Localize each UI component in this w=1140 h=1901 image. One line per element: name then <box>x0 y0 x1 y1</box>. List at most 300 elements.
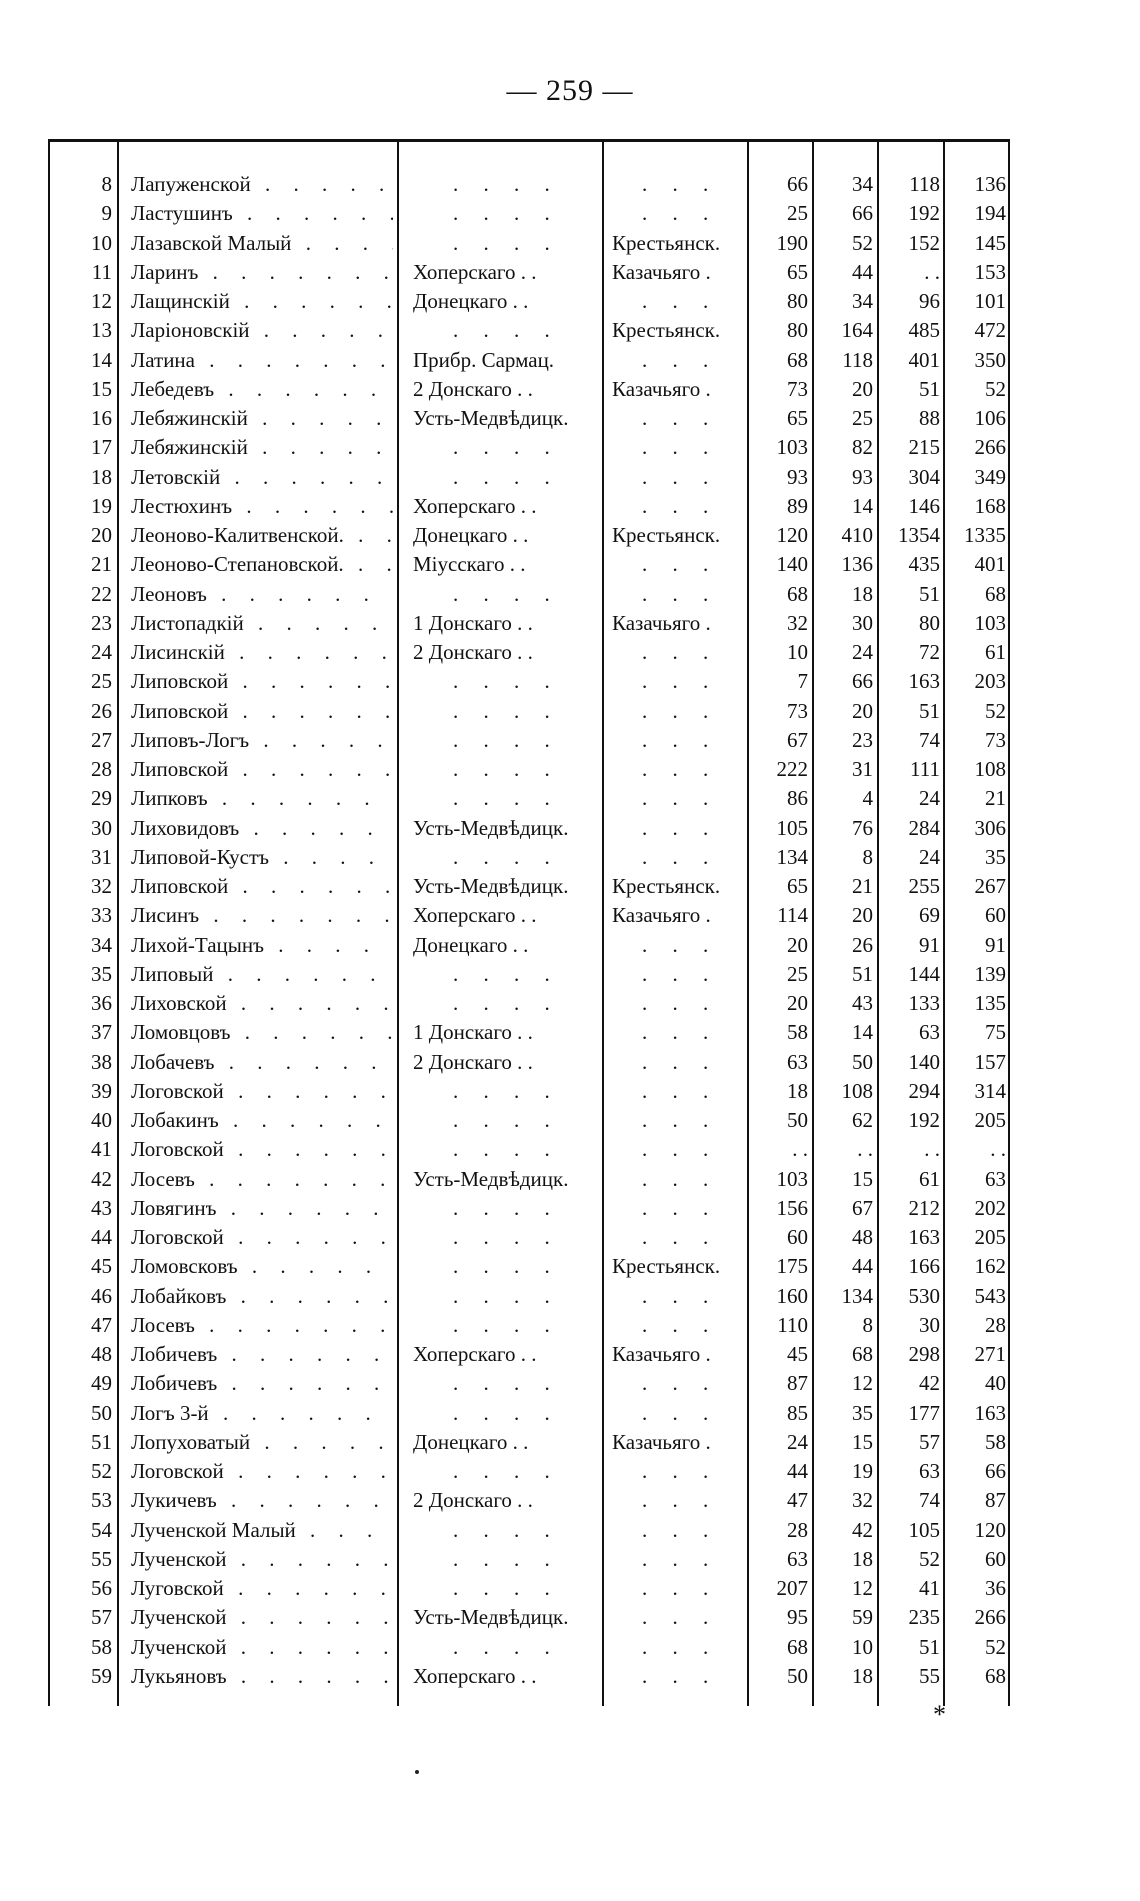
value-col-4: 61 <box>985 640 1006 664</box>
value-col-3: 74 <box>919 727 940 752</box>
table-row <box>0 1633 1140 1662</box>
value-col-2: 14 <box>852 493 873 518</box>
district: . . . . <box>453 1546 560 1571</box>
table-row <box>0 1486 1140 1515</box>
population-type: Крестьянск. <box>612 1254 721 1279</box>
population-type: Казачьяго . <box>612 1342 711 1366</box>
row-number: 43 <box>91 1195 112 1220</box>
row-number: 15 <box>91 376 112 401</box>
value-col-2: 59 <box>852 1605 873 1630</box>
value-col-3: 57 <box>919 1429 940 1454</box>
population-type: . . . <box>642 1488 719 1513</box>
table-row <box>0 404 1140 433</box>
district: Донецкаго . . <box>413 932 529 957</box>
table-row <box>0 1545 1140 1574</box>
settlement-name: Лученской . . . <box>131 1633 393 1662</box>
value-col-2: 31 <box>852 757 873 781</box>
value-col-3: 192 <box>908 201 940 226</box>
settlement-name: Лазавской Малый . . . <box>131 229 393 258</box>
row-number: 23 <box>91 610 112 635</box>
population-type: . . . <box>642 698 719 723</box>
district: . . . . <box>453 669 560 694</box>
settlement-name: Лукичевъ . . . <box>131 1486 393 1515</box>
value-col-2: 35 <box>852 1400 873 1425</box>
value-col-3: 177 <box>908 1400 940 1425</box>
value-col-4: 162 <box>974 1254 1006 1279</box>
table-row <box>0 1457 1140 1486</box>
population-type: . . . <box>642 347 719 372</box>
population-type: . . . <box>642 815 719 840</box>
settlement-name: Лестюхинъ . . . <box>131 492 393 521</box>
value-col-2: 8 <box>862 844 873 869</box>
table-row <box>0 1428 1140 1457</box>
value-col-2: 410 <box>841 523 873 547</box>
value-col-3: 401 <box>908 347 940 372</box>
table-row <box>0 609 1140 638</box>
settlement-name: Лукьяновъ . . . <box>131 1662 393 1691</box>
value-col-4: 103 <box>974 610 1006 635</box>
settlement-name: Листопадкій . . . <box>131 609 393 638</box>
value-col-3: . . <box>924 1137 940 1162</box>
district: . . . . <box>453 757 560 781</box>
value-col-2: 48 <box>852 1225 873 1249</box>
value-col-3: 304 <box>908 464 940 489</box>
value-col-3: 146 <box>908 493 940 518</box>
value-col-2: 10 <box>852 1634 873 1659</box>
table-row <box>0 580 1140 609</box>
district: Усть-Медвѣдицк. <box>413 1605 569 1630</box>
population-type: Крестьянск. <box>612 230 721 255</box>
table-row <box>0 1662 1140 1691</box>
district: 2 Донскаго . . <box>413 376 533 401</box>
table-row <box>0 960 1140 989</box>
district: Донецкаго . . <box>413 289 529 313</box>
district: . . . . <box>453 1312 560 1337</box>
population-type: . . . <box>642 727 719 752</box>
value-col-4: 68 <box>985 581 1006 606</box>
district: . . . . <box>453 1459 560 1483</box>
settlement-name: Лопуховатый . . . <box>131 1428 393 1457</box>
population-type: . . . <box>642 1166 719 1191</box>
settlement-name: Лосевъ . . . <box>131 1165 393 1194</box>
table-row <box>0 1252 1140 1281</box>
value-col-3: 51 <box>919 581 940 606</box>
value-col-1: 73 <box>787 698 808 723</box>
value-col-1: 50 <box>787 1663 808 1688</box>
table-row <box>0 1135 1140 1164</box>
table-row <box>0 726 1140 755</box>
settlement-name: Лученской . . . <box>131 1603 393 1632</box>
settlement-name: Ларіоновскій . . . <box>131 316 393 345</box>
value-col-4: 401 <box>974 552 1006 577</box>
value-col-1: 10 <box>787 640 808 664</box>
row-number: 35 <box>91 961 112 986</box>
value-col-1: 175 <box>776 1254 808 1279</box>
value-col-2: 34 <box>852 289 873 313</box>
value-col-1: 45 <box>787 1342 808 1366</box>
value-col-2: 14 <box>852 1020 873 1045</box>
value-col-4: 28 <box>985 1312 1006 1337</box>
table-row <box>0 199 1140 228</box>
district: Міусскаго . . <box>413 552 526 577</box>
district: Хоперскаго . . <box>413 259 537 284</box>
row-number: 56 <box>91 1576 112 1600</box>
value-col-1: 190 <box>776 230 808 255</box>
district: . . . . <box>453 786 560 811</box>
district: Хоперскаго . . <box>413 493 537 518</box>
value-col-3: 88 <box>919 406 940 430</box>
value-col-1: 140 <box>776 552 808 577</box>
settlement-name: Липовской . . . <box>131 667 393 696</box>
value-col-1: 20 <box>787 932 808 957</box>
value-col-4: 87 <box>985 1488 1006 1513</box>
population-type: . . . <box>642 1312 719 1337</box>
row-number: 57 <box>91 1605 112 1630</box>
table-row <box>0 784 1140 813</box>
row-number: 27 <box>91 727 112 752</box>
table-row <box>0 1165 1140 1194</box>
value-col-2: 34 <box>852 172 873 196</box>
settlement-name: Лапуженской . . . <box>131 170 393 199</box>
settlement-name: Логовской . . . <box>131 1457 393 1486</box>
district: 1 Донскаго . . <box>413 1020 533 1045</box>
settlement-name: Лисинскій . . . <box>131 638 393 667</box>
value-col-2: 43 <box>852 991 873 1015</box>
row-number: 41 <box>91 1137 112 1162</box>
row-number: 16 <box>91 406 112 430</box>
value-col-3: 41 <box>919 1576 940 1600</box>
row-number: 10 <box>91 230 112 255</box>
population-type: . . . <box>642 1225 719 1249</box>
row-number: 36 <box>91 991 112 1015</box>
table-row <box>0 638 1140 667</box>
value-col-4: 52 <box>985 376 1006 401</box>
district: Прибр. Сармац. <box>413 347 555 372</box>
value-col-1: 222 <box>776 757 808 781</box>
value-col-2: 44 <box>852 1254 873 1279</box>
settlement-name: Логъ 3-й . . . <box>131 1399 393 1428</box>
value-col-4: 139 <box>974 961 1006 986</box>
district: Донецкаго . . <box>413 523 529 547</box>
value-col-4: 349 <box>974 464 1006 489</box>
value-col-2: 20 <box>852 903 873 928</box>
row-number: 40 <box>91 1108 112 1132</box>
value-col-1: 65 <box>787 406 808 430</box>
settlement-name: Логовской . . . <box>131 1077 393 1106</box>
table-row <box>0 1282 1140 1311</box>
value-col-2: 18 <box>852 1663 873 1688</box>
table-row <box>0 375 1140 404</box>
value-col-2: 42 <box>852 1517 873 1542</box>
page-number: — 259 — <box>506 74 634 107</box>
value-col-4: 306 <box>974 815 1006 840</box>
table-row <box>0 521 1140 550</box>
value-col-4: 75 <box>985 1020 1006 1045</box>
row-number: 55 <box>91 1546 112 1571</box>
table-row <box>0 1369 1140 1398</box>
population-type: . . . <box>642 1078 719 1103</box>
value-col-4: 271 <box>974 1342 1006 1366</box>
value-col-2: 66 <box>852 201 873 226</box>
settlement-name: Лосевъ . . . <box>131 1311 393 1340</box>
population-type: Казачьяго . <box>612 376 711 401</box>
value-col-3: 51 <box>919 376 940 401</box>
table-row <box>0 1399 1140 1428</box>
district: . . . . <box>453 1400 560 1425</box>
value-col-3: 163 <box>908 669 940 694</box>
district: Усть-Медвѣдицк. <box>413 406 569 430</box>
value-col-1: 89 <box>787 493 808 518</box>
district: . . . . <box>453 1108 560 1132</box>
value-col-4: 266 <box>974 1605 1006 1630</box>
settlement-name: Леоновъ . . . <box>131 580 393 609</box>
district: 2 Донскаго . . <box>413 640 533 664</box>
value-col-3: 51 <box>919 698 940 723</box>
value-col-4: 1335 <box>964 523 1006 547</box>
row-number: 51 <box>91 1429 112 1454</box>
value-col-1: 105 <box>776 815 808 840</box>
population-type: . . . <box>642 1459 719 1483</box>
row-number: 30 <box>91 815 112 840</box>
row-number: 18 <box>91 464 112 489</box>
value-col-2: 25 <box>852 406 873 430</box>
value-col-1: 47 <box>787 1488 808 1513</box>
row-number: 8 <box>101 172 112 196</box>
value-col-3: 140 <box>908 1049 940 1074</box>
value-col-4: 108 <box>974 757 1006 781</box>
settlement-name: Лисинъ . . . <box>131 901 393 930</box>
value-col-4: 40 <box>985 1371 1006 1396</box>
footnote-mark: * <box>933 1700 946 1729</box>
value-col-2: 4 <box>862 786 873 811</box>
value-col-3: 144 <box>908 961 940 986</box>
value-col-3: 105 <box>908 1517 940 1542</box>
value-col-4: 101 <box>974 289 1006 313</box>
value-col-3: 118 <box>909 172 940 196</box>
population-type: . . . <box>642 464 719 489</box>
value-col-3: 55 <box>919 1663 940 1688</box>
row-number: 47 <box>91 1312 112 1337</box>
value-col-4: 106 <box>974 406 1006 430</box>
value-col-1: 32 <box>787 610 808 635</box>
value-col-1: 18 <box>787 1078 808 1103</box>
settlement-name: Липовской . . . <box>131 755 393 784</box>
settlement-name: Ластушинъ . . . <box>131 199 393 228</box>
value-col-2: 8 <box>862 1312 873 1337</box>
row-number: 48 <box>91 1342 112 1366</box>
district: . . . . <box>453 1576 560 1600</box>
value-col-3: 163 <box>908 1225 940 1249</box>
value-col-3: 63 <box>919 1020 940 1045</box>
table-row <box>0 989 1140 1018</box>
table-row <box>0 843 1140 872</box>
population-type: . . . <box>642 1605 719 1630</box>
row-number: 37 <box>91 1020 112 1045</box>
value-col-4: 543 <box>974 1283 1006 1308</box>
table-row <box>0 901 1140 930</box>
value-col-3: 166 <box>908 1254 940 1279</box>
population-type: . . . <box>642 932 719 957</box>
value-col-2: 32 <box>852 1488 873 1513</box>
value-col-3: 63 <box>919 1459 940 1483</box>
value-col-4: 35 <box>985 844 1006 869</box>
value-col-1: 114 <box>777 903 808 928</box>
settlement-name: Липковъ . . . <box>131 784 393 813</box>
settlement-name: Летовскій . . . <box>131 463 393 492</box>
row-number: 22 <box>91 581 112 606</box>
row-number: 34 <box>91 932 112 957</box>
population-type: . . . <box>642 1195 719 1220</box>
population-type: Казачьяго . <box>612 610 711 635</box>
settlement-name: Липовый . . . <box>131 960 393 989</box>
value-col-1: 44 <box>787 1459 808 1483</box>
district: Усть-Медвѣдицк. <box>413 874 569 898</box>
settlement-name: Липовской . . . <box>131 872 393 901</box>
district: 2 Донскаго . . <box>413 1488 533 1513</box>
row-number: 44 <box>91 1225 112 1249</box>
value-col-4: 60 <box>985 903 1006 928</box>
table-row <box>0 1223 1140 1252</box>
value-col-3: 235 <box>908 1605 940 1630</box>
value-col-4: 168 <box>974 493 1006 518</box>
value-col-1: 134 <box>776 844 808 869</box>
value-col-3: 80 <box>919 610 940 635</box>
value-col-1: 60 <box>787 1225 808 1249</box>
table-top-rule <box>48 139 1010 142</box>
value-col-2: 68 <box>852 1342 873 1366</box>
value-col-3: 435 <box>908 552 940 577</box>
table-row <box>0 492 1140 521</box>
table-row <box>0 1340 1140 1369</box>
district: . . . . <box>453 844 560 869</box>
value-col-3: 30 <box>919 1312 940 1337</box>
settlement-name: Лебяжинскій . . . <box>131 404 393 433</box>
district: Донецкаго . . <box>413 1429 529 1454</box>
value-col-3: 52 <box>919 1546 940 1571</box>
value-col-4: 202 <box>974 1195 1006 1220</box>
row-number: 52 <box>91 1459 112 1483</box>
row-number: 58 <box>91 1634 112 1659</box>
row-number: 39 <box>91 1078 112 1103</box>
value-col-1: 68 <box>787 1634 808 1659</box>
population-type: . . . <box>642 1517 719 1542</box>
value-col-1: 95 <box>787 1605 808 1630</box>
value-col-3: 74 <box>919 1488 940 1513</box>
settlement-name: Латина . . . <box>131 346 393 375</box>
value-col-3: 294 <box>908 1078 940 1103</box>
population-type: Казачьяго . <box>612 259 711 284</box>
population-type: . . . <box>642 1663 719 1688</box>
table-row <box>0 316 1140 345</box>
value-col-2: 26 <box>852 932 873 957</box>
population-type: . . . <box>642 172 719 196</box>
settlement-name: Леоново-Степановской. . . . <box>131 550 393 579</box>
district: . . . . <box>453 727 560 752</box>
value-col-1: 65 <box>787 259 808 284</box>
district: . . . . <box>453 1283 560 1308</box>
table-row <box>0 755 1140 784</box>
value-col-1: . . <box>792 1137 808 1162</box>
settlement-name: Лобичевъ . . . <box>131 1369 393 1398</box>
row-number: 14 <box>91 347 112 372</box>
settlement-name: Логовской . . . <box>131 1223 393 1252</box>
value-col-2: 15 <box>852 1429 873 1454</box>
row-number: 13 <box>91 318 112 343</box>
value-col-4: 135 <box>974 991 1006 1015</box>
settlement-name: Ломовцовъ . . . <box>131 1018 393 1047</box>
value-col-3: 215 <box>908 435 940 460</box>
population-type: . . . <box>642 406 719 430</box>
value-col-1: 120 <box>776 523 808 547</box>
value-col-1: 25 <box>787 961 808 986</box>
table-row <box>0 550 1140 579</box>
row-number: 46 <box>91 1283 112 1308</box>
district: . . . . <box>453 230 560 255</box>
value-col-3: 91 <box>919 932 940 957</box>
value-col-1: 87 <box>787 1371 808 1396</box>
value-col-4: 267 <box>974 874 1006 898</box>
settlement-name: Лебяжинскій . . . <box>131 433 393 462</box>
row-number: 26 <box>91 698 112 723</box>
value-col-4: . . <box>990 1137 1006 1162</box>
value-col-1: 68 <box>787 581 808 606</box>
value-col-4: 21 <box>985 786 1006 811</box>
value-col-2: 108 <box>841 1078 873 1103</box>
table-row <box>0 463 1140 492</box>
value-col-1: 24 <box>787 1429 808 1454</box>
row-number: 29 <box>91 786 112 811</box>
value-col-4: 52 <box>985 698 1006 723</box>
value-col-4: 163 <box>974 1400 1006 1425</box>
district: . . . . <box>453 1225 560 1249</box>
value-col-2: 18 <box>852 1546 873 1571</box>
population-type: . . . <box>642 1634 719 1659</box>
value-col-1: 103 <box>776 1166 808 1191</box>
row-number: 38 <box>91 1049 112 1074</box>
row-number: 32 <box>91 874 112 898</box>
settlement-name: Лиховской . . . <box>131 989 393 1018</box>
district: . . . . <box>453 1634 560 1659</box>
value-col-2: 12 <box>852 1576 873 1600</box>
row-number: 49 <box>91 1371 112 1396</box>
settlement-name: Лученской Малый . . . <box>131 1516 393 1545</box>
value-col-2: 51 <box>852 961 873 986</box>
district: 2 Донскаго . . <box>413 1049 533 1074</box>
row-number: 31 <box>91 844 112 869</box>
value-col-3: 61 <box>919 1166 940 1191</box>
value-col-4: 350 <box>974 347 1006 372</box>
value-col-4: 36 <box>985 1576 1006 1600</box>
district: . . . . <box>453 464 560 489</box>
settlement-name: Ловягинъ . . . <box>131 1194 393 1223</box>
value-col-2: 18 <box>852 581 873 606</box>
value-col-3: 51 <box>919 1634 940 1659</box>
value-col-1: 7 <box>797 669 808 694</box>
district: . . . . <box>453 201 560 226</box>
population-type: Крестьянск. <box>612 874 721 898</box>
settlement-name: Луговской . . . <box>131 1574 393 1603</box>
table-row <box>0 814 1140 843</box>
value-col-3: 133 <box>908 991 940 1015</box>
settlement-name: Липовъ-Логъ . . . <box>131 726 393 755</box>
district: Хоперскаго . . <box>413 1342 537 1366</box>
table-row <box>0 1311 1140 1340</box>
value-col-4: 145 <box>974 230 1006 255</box>
settlement-name: Лобичевъ . . . <box>131 1340 393 1369</box>
table-row <box>0 1574 1140 1603</box>
row-number: 54 <box>91 1517 112 1542</box>
row-number: 17 <box>91 435 112 460</box>
